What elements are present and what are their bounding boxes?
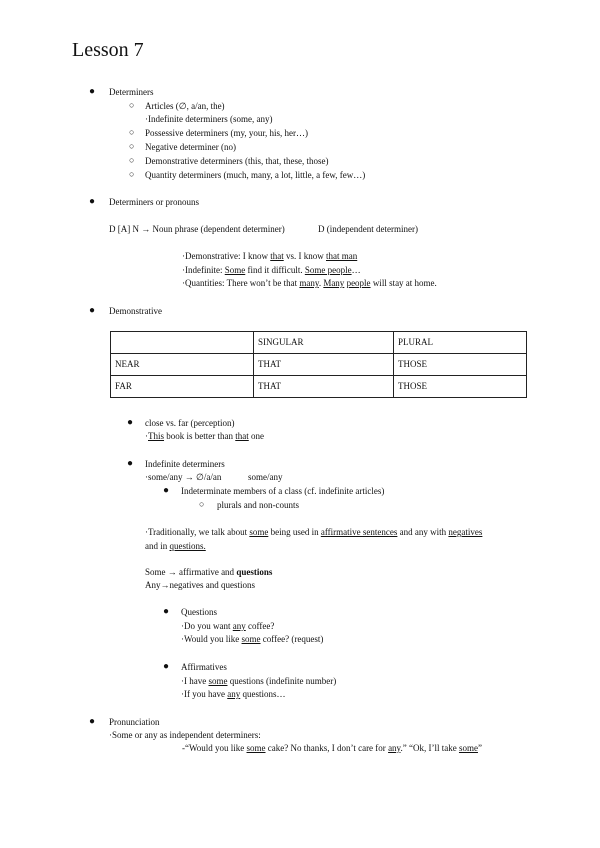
close-far-example: ·This book is better than that one — [145, 431, 265, 441]
formula-right: D (independent determiner) — [318, 224, 418, 234]
list-item: Negative determiner (no) — [145, 142, 236, 152]
indefinite-line: ·some/any → ∅/a/an — [145, 472, 222, 482]
bullet-icon: ● — [89, 716, 96, 727]
table-row — [111, 376, 527, 398]
bullet-icon: ● — [127, 458, 134, 469]
plurals-note: plurals and non-counts — [217, 500, 299, 510]
table-cell: FAR — [111, 376, 254, 398]
indefinite-heading: Indefinite determiners — [145, 459, 225, 469]
bullet-icon: ● — [163, 485, 170, 496]
demonstrative-table — [110, 331, 527, 398]
affirmative-example: ·If you have any questions… — [181, 689, 286, 699]
bullet-icon: ● — [89, 305, 96, 316]
circle-bullet-icon: ○ — [199, 499, 205, 509]
affirmatives-heading: Affirmatives — [181, 662, 227, 672]
example-quantities: ·Quantities: There won’t be that many. Many people will stay at home. — [182, 278, 437, 288]
bullet-icon: ● — [127, 417, 134, 428]
circle-bullet-icon: ○ — [129, 155, 135, 165]
table-header-cell — [111, 332, 254, 354]
any-rule: Any→negatives and questions — [145, 580, 255, 590]
table-cell: THAT — [254, 354, 394, 376]
table-cell: THOSE — [394, 354, 527, 376]
table-cell: THOSE — [394, 376, 527, 398]
question-example: ·Would you like some coffee? (request) — [181, 634, 324, 644]
list-item: Articles (∅, a/an, the) — [145, 101, 225, 111]
affirmative-example: ·I have some questions (indefinite number) — [181, 676, 337, 686]
indefinite-note: ·Indefinite determiners (some, any) — [145, 114, 273, 124]
example-indefinite: ·Indefinite: Some find it difficult. Some people… — [182, 265, 361, 275]
question-example: ·Do you want any coffee? — [181, 621, 275, 631]
list-item: Demonstrative determiners (this, that, these, those) — [145, 156, 329, 166]
circle-bullet-icon: ○ — [129, 100, 135, 110]
some-rule: Some → affirmative and questions — [145, 567, 273, 577]
close-far-note: close vs. far (perception) — [145, 418, 235, 428]
list-item: Quantity determiners (much, many, a lot, little, a few, few…) — [145, 170, 366, 180]
section-heading-pronunciation: Pronunciation — [109, 717, 160, 727]
bullet-icon: ● — [163, 661, 170, 672]
circle-bullet-icon: ○ — [129, 141, 135, 151]
bullet-icon: ● — [163, 606, 170, 617]
traditionally-line-1: ·Traditionally, we talk about some being used in affirmative sentences and any with negatives — [145, 527, 483, 537]
questions-heading: Questions — [181, 607, 217, 617]
section-heading-determiners: Determiners — [109, 87, 154, 97]
table-cell: THAT — [254, 376, 394, 398]
pronunciation-example: -“Would you like some cake? No thanks, I don’t care for any.” “Ok, I’ll take some” — [182, 743, 482, 753]
section-heading-det-or-pronouns: Determiners or pronouns — [109, 197, 199, 207]
circle-bullet-icon: ○ — [129, 169, 135, 179]
table-header-row — [111, 332, 527, 354]
section-heading-demonstrative: Demonstrative — [109, 306, 162, 316]
table-header-cell: SINGULAR — [254, 332, 394, 354]
table-header-cell: PLURAL — [394, 332, 527, 354]
table-cell: NEAR — [111, 354, 254, 376]
table-row — [111, 354, 527, 376]
example-demonstrative: ·Demonstrative: I know that vs. I know that man — [182, 251, 358, 261]
indefinite-line-right: some/any — [248, 472, 283, 482]
bullet-icon: ● — [89, 196, 96, 207]
formula-left: D [A] N → Noun phrase (dependent determiner) — [109, 224, 285, 234]
circle-bullet-icon: ○ — [129, 127, 135, 137]
pronunciation-line: ·Some or any as independent determiners: — [109, 730, 261, 740]
page-title: Lesson 7 — [72, 39, 144, 61]
list-item: Possessive determiners (my, your, his, her…) — [145, 128, 309, 138]
indeterminate-note: Indeterminate members of a class (cf. indefinite articles) — [181, 486, 385, 496]
bullet-icon: ● — [89, 86, 96, 97]
traditionally-line-2: and in questions. — [145, 541, 206, 551]
